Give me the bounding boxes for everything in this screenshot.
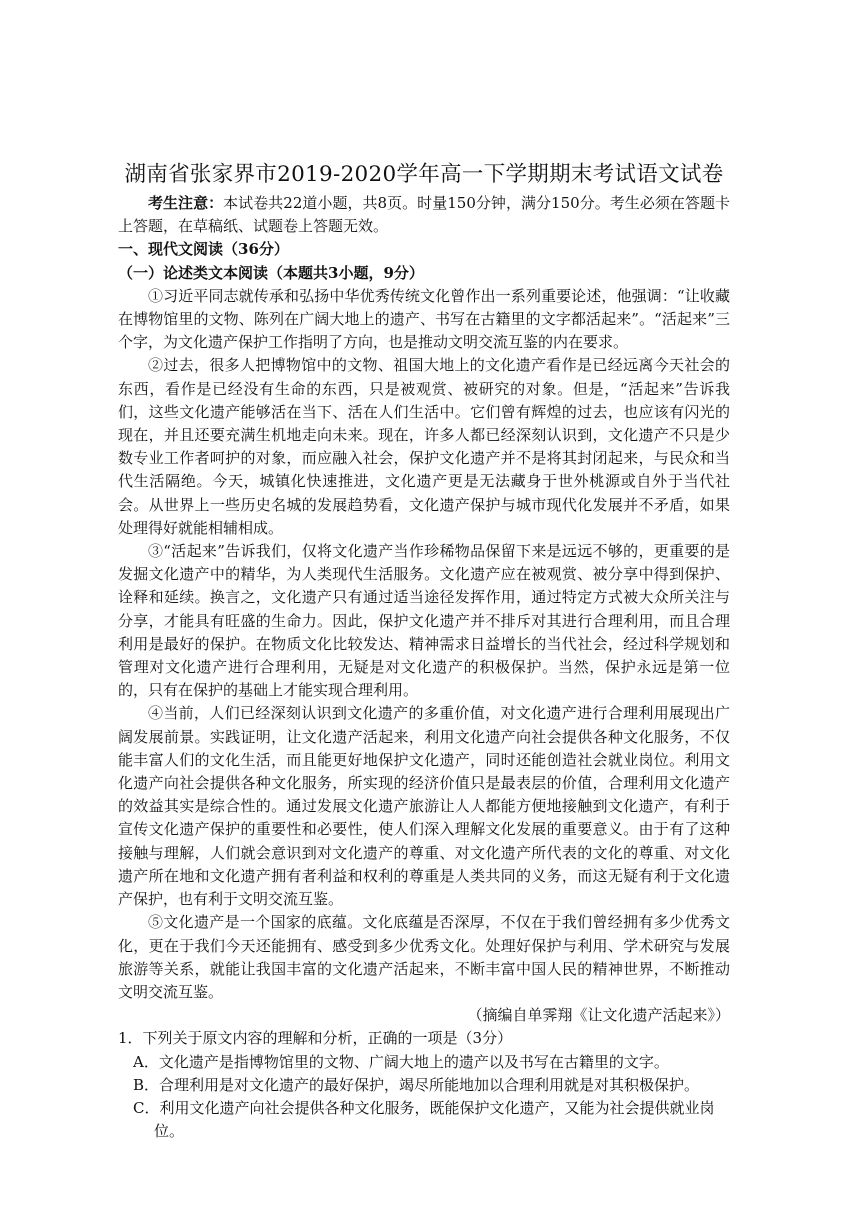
question-1-option-c: C．利用文化遗产向社会提供各种文化服务，既能保护文化遗产，又能为社会提供就业岗位。 xyxy=(133,1098,715,1141)
passage-source: （摘编自单霁翔《让文化遗产活起来》） xyxy=(467,1006,730,1025)
subsection-heading: （一）论述类文本阅读（本题共3小题，9分） xyxy=(118,263,424,282)
passage-paragraph-1: ①习近平同志就传承和弘扬中华优秀传统文化曾作出一系列重要论述，他强调：“让收藏在博物馆里的文物、陈列在广阔大地上的遗产、书写在古籍里的文字都活起来”。“活起来”三个字，为文化遗产保护工作指明了方向，也是推动文明交流互鉴的内在要求。 xyxy=(118,286,730,352)
passage-paragraph-3: ③“活起来”告诉我们，仅将文化遗产当作珍稀物品保留下来是远远不够的，更重要的是发掘文化遗产中的精华，为人类现代生活服务。文化遗产应在被观赏、被分享中得到保护、诠释和延续。换言之，文化遗产只有通过适当途径发挥作用，通过特定方式被大众所关注与分享，才能具有旺盛的生命力。因此，保护文化遗产并不排斥对其进行合理利用，而且合理利用是最好的保护。在物质文化比较发达、精神需求日益增长的当代社会，经过科学规划和管理对文化遗产进行合理利用，无疑是对文化遗产的积极保护。当然，保护永远是第一位的，只有在保护的基础上才能实现合理利用。 xyxy=(118,542,730,700)
exam-notice xyxy=(118,192,730,238)
question-1-stem: 1．下列关于原文内容的理解和分析，正确的一项是（3分） xyxy=(118,1029,513,1048)
passage-paragraph-2: ②过去，很多人把博物馆中的文物、祖国大地上的文化遗产看作是已经远离今天社会的东西，看作是已经没有生命的东西，只是被观赏、被研究的对象。但是，“活起来”告诉我们，这些文化遗产能够活在当下、活在人们生活中。它们曾有辉煌的过去，也应该有闪光的现在，并且还要充满生机地走向未来。现在，许多人都已经深刻认识到，文化遗产不只是少数专业工作者呵护的对象，而应融入社会，保护文化遗产并不是将其封闭起来，与民众和当代生活隔绝。今天，城镇化快速推进，文化遗产更是无法藏身于世外桃源或自外于当代社会。从世界上一些历史名城的发展趋势看，文化遗产保护与城市现代化发展并不矛盾，如果处理得好就能相辅相成。 xyxy=(118,356,730,537)
passage-paragraph-4: ④当前，人们已经深刻认识到文化遗产的多重价值，对文化遗产进行合理利用展现出广阔发展前景。实践证明，让文化遗产活起来，利用文化遗产向社会提供各种文化服务，不仅能丰富人们的文化生活，而且能更好地保护文化遗产，同时还能创造社会就业岗位。利用文化遗产向社会提供各种文化服务，所实现的经济价值只是最表层的价值，合理利用文化遗产的效益其实是综合性的。通过发展文化遗产旅游让人人都能方便地接触到文化遗产，有利于宣传文化遗产保护的重要性和必要性，使人们深入理解文化发展的重要意义。由于有了这种接触与理解，人们就会意识到对文化遗产的尊重、对文化遗产所代表的文化的尊重、对文化遗产所在地和文化遗产拥有者利益和权利的尊重是人类共同的义务，而这无疑有利于文化遗产保护，也有利于文明交流互鉴。 xyxy=(118,704,730,909)
question-1-option-a: A．文化遗产是指博物馆里的文物、广阔大地上的遗产以及书写在古籍里的文字。 xyxy=(133,1052,669,1071)
notice-label: 考生注意： xyxy=(148,194,224,212)
notice-text: 本试卷共22道小题，共8页。时量150分钟，满分150分。考生必须在答题卡上答题，在草稿纸、试题卷上答题无效。 xyxy=(118,194,730,236)
question-1-option-b: B．合理利用是对文化遗产的最好保护，竭尽所能地加以合理利用就是对其积极保护。 xyxy=(133,1075,700,1094)
exam-title: 湖南省张家界市2019-2020学年高一下学期期末考试语文试卷 xyxy=(124,162,724,187)
section-heading: 一、现代文阅读（36分） xyxy=(118,240,289,259)
passage-paragraph-5: ⑤文化遗产是一个国家的底蕴。文化底蕴是否深厚，不仅在于我们曾经拥有多少优秀文化，更在于我们今天还能拥有、感受到多少优秀文化。处理好保护与利用、学术研究与发展旅游等关系，就能让我国丰富的文化遗产活起来，不断丰富中国人民的精神世界，不断推动文明交流互鉴。 xyxy=(118,913,730,1001)
